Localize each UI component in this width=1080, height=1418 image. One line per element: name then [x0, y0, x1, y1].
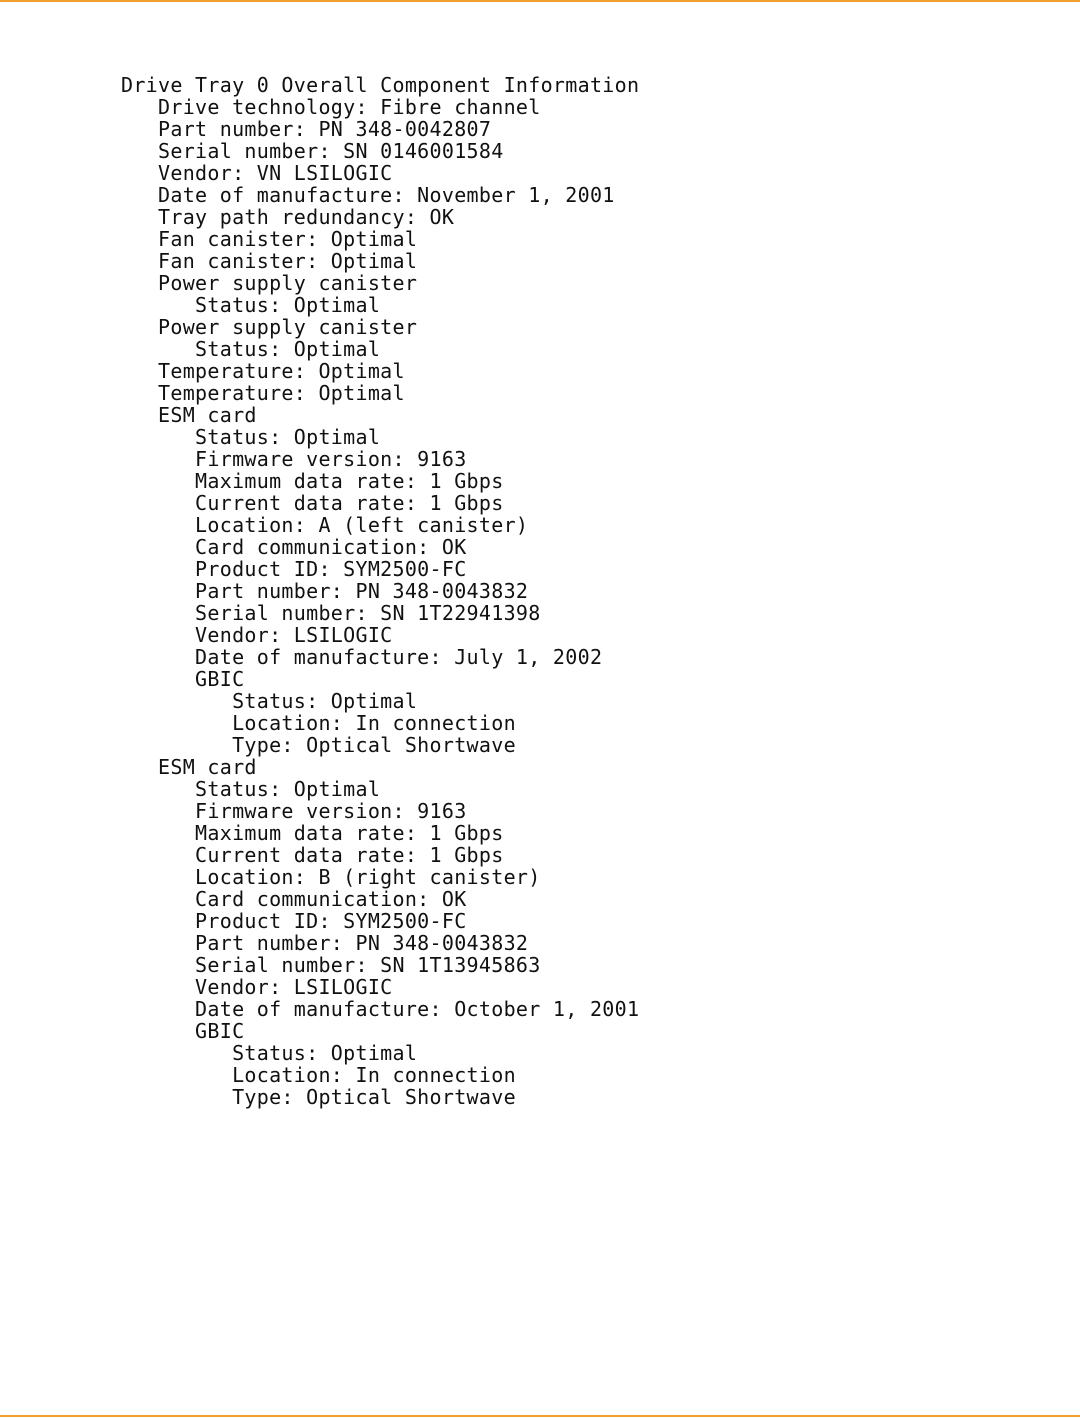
listing-line: Drive technology: Fibre channel: [121, 95, 541, 119]
listing-line: Maximum data rate: 1 Gbps: [121, 469, 504, 493]
listing-line: Vendor: LSILOGIC: [121, 975, 393, 999]
listing-line: Current data rate: 1 Gbps: [121, 843, 504, 867]
listing-line: Vendor: LSILOGIC: [121, 623, 393, 647]
listing-line: Serial number: SN 1T22941398: [121, 601, 541, 625]
listing-line: GBIC: [121, 1019, 245, 1043]
listing-line: Status: Optimal: [121, 1041, 418, 1065]
listing-line: ESM card: [121, 755, 257, 779]
listing-line: Status: Optimal: [121, 293, 381, 317]
listing-line: Maximum data rate: 1 Gbps: [121, 821, 504, 845]
listing-line: Status: Optimal: [121, 777, 381, 801]
listing-line: Status: Optimal: [121, 689, 418, 713]
listing-line: Current data rate: 1 Gbps: [121, 491, 504, 515]
listing-line: Date of manufacture: July 1, 2002: [121, 645, 603, 669]
listing-line: Tray path redundancy: OK: [121, 205, 455, 229]
listing-line: ESM card: [121, 403, 257, 427]
listing-line: Location: A (left canister): [121, 513, 529, 537]
listing-line: Firmware version: 9163: [121, 799, 467, 823]
listing-line: Date of manufacture: November 1, 2001: [121, 183, 615, 207]
listing-line: Serial number: SN 0146001584: [121, 139, 504, 163]
listing-line: Firmware version: 9163: [121, 447, 467, 471]
listing-line: Card communication: OK: [121, 535, 467, 559]
listing-line: Type: Optical Shortwave: [121, 733, 516, 757]
component-information-listing: [121, 74, 639, 1108]
listing-line: Card communication: OK: [121, 887, 467, 911]
listing-line: Power supply canister: [121, 271, 418, 295]
listing-line: Location: B (right canister): [121, 865, 541, 889]
listing-line: Date of manufacture: October 1, 2001: [121, 997, 640, 1021]
listing-line: Serial number: SN 1T13945863: [121, 953, 541, 977]
listing-line: Status: Optimal: [121, 425, 381, 449]
listing-line: Type: Optical Shortwave: [121, 1085, 516, 1109]
bottom-accent-rule: [0, 1415, 1080, 1417]
listing-line: Product ID: SYM2500-FC: [121, 909, 467, 933]
listing-line: Product ID: SYM2500-FC: [121, 557, 467, 581]
listing-line: Part number: PN 348-0043832: [121, 931, 529, 955]
listing-line: Fan canister: Optimal: [121, 249, 418, 273]
listing-line: Part number: PN 348-0042807: [121, 117, 492, 141]
listing-line: Location: In connection: [121, 1063, 516, 1087]
listing-line: Power supply canister: [121, 315, 418, 339]
listing-line: Fan canister: Optimal: [121, 227, 418, 251]
listing-line: Part number: PN 348-0043832: [121, 579, 529, 603]
listing-line: Vendor: VN LSILOGIC: [121, 161, 393, 185]
listing-heading: Drive Tray 0 Overall Component Information: [121, 73, 640, 97]
top-accent-rule: [0, 0, 1080, 2]
listing-line: Temperature: Optimal: [121, 359, 405, 383]
listing-line: Location: In connection: [121, 711, 516, 735]
listing-line: Temperature: Optimal: [121, 381, 405, 405]
listing-line: GBIC: [121, 667, 245, 691]
listing-line: Status: Optimal: [121, 337, 381, 361]
